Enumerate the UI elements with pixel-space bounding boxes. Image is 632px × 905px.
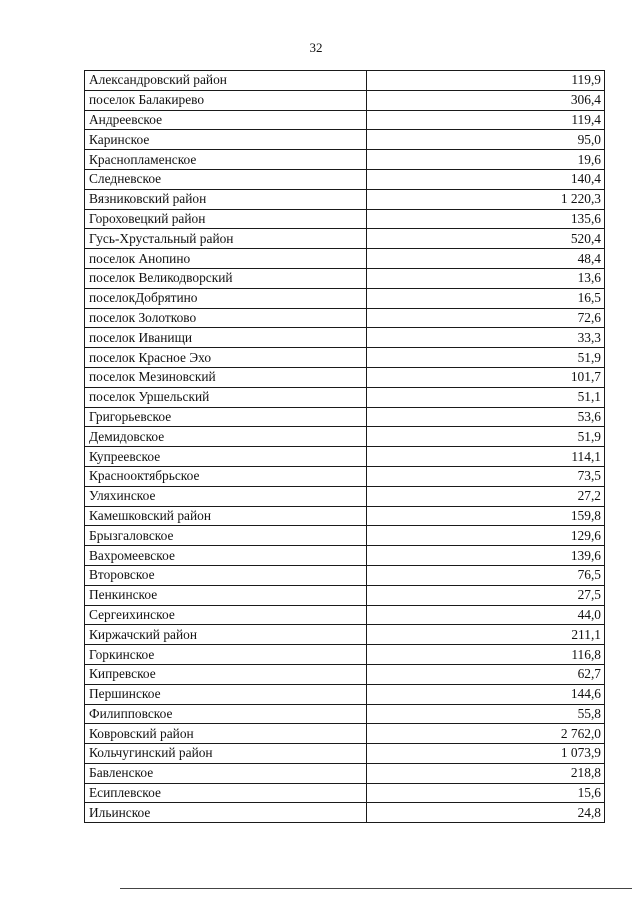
amount-cell: 53,6 [367,407,605,427]
table-row [85,169,605,189]
municipality-name-cell: Каринское [85,130,367,150]
municipality-name-cell: Краснопламенское [85,150,367,170]
table-row [85,150,605,170]
table-row [85,625,605,645]
municipality-name-cell: Горкинское [85,645,367,665]
municipality-name-cell: Григорьевское [85,407,367,427]
table-row [85,447,605,467]
amount-cell: 76,5 [367,565,605,585]
amount-cell: 73,5 [367,466,605,486]
municipality-name-cell: Андреевское [85,110,367,130]
amount-cell: 27,5 [367,585,605,605]
table-row [85,744,605,764]
amount-cell: 139,6 [367,546,605,566]
municipality-name-cell: Вахромеевское [85,546,367,566]
municipality-name-cell: Камешковский район [85,506,367,526]
municipality-name-cell: поселок Иванищи [85,328,367,348]
municipality-name-cell: Ковровский район [85,724,367,744]
municipality-name-cell: Гороховецкий район [85,209,367,229]
table-row [85,704,605,724]
amount-cell: 24,8 [367,803,605,823]
municipality-name-cell: поселок Золотково [85,308,367,328]
municipality-name-cell: Второвское [85,565,367,585]
amount-cell: 2 762,0 [367,724,605,744]
municipality-name-cell: поселок Мезиновский [85,367,367,387]
municipality-name-cell: Гусь-Хрустальный район [85,229,367,249]
municipality-name-cell: Брызгаловское [85,526,367,546]
amount-cell: 72,6 [367,308,605,328]
amount-cell: 51,9 [367,348,605,368]
municipality-name-cell: Бавленское [85,763,367,783]
amount-cell: 15,6 [367,783,605,803]
municipality-name-cell: Кольчугинский район [85,744,367,764]
municipality-name-cell: Вязниковский район [85,189,367,209]
footer-divider [120,888,632,889]
amount-cell: 129,6 [367,526,605,546]
table-row [85,585,605,605]
amount-cell: 51,9 [367,427,605,447]
amount-cell: 114,1 [367,447,605,467]
municipality-name-cell: Сергеихинское [85,605,367,625]
table-row [85,90,605,110]
table-row [85,407,605,427]
amount-cell: 48,4 [367,249,605,269]
municipality-name-cell: поселок Красное Эхо [85,348,367,368]
table-row [85,348,605,368]
table-body [85,71,605,823]
table-row [85,189,605,209]
table-row [85,71,605,91]
municipality-name-cell: Кипревское [85,664,367,684]
municipality-name-cell: Филипповское [85,704,367,724]
amount-cell: 1 073,9 [367,744,605,764]
amount-cell: 119,4 [367,110,605,130]
table-row [85,249,605,269]
municipality-name-cell: Следневское [85,169,367,189]
amount-cell: 144,6 [367,684,605,704]
table-row [85,130,605,150]
amount-cell: 44,0 [367,605,605,625]
table-row [85,328,605,348]
table-row [85,684,605,704]
table-row [85,803,605,823]
amount-cell: 140,4 [367,169,605,189]
municipality-name-cell: поселок Балакирево [85,90,367,110]
table-row [85,427,605,447]
amount-cell: 13,6 [367,268,605,288]
municipality-name-cell: поселокДобрятино [85,288,367,308]
amount-cell: 1 220,3 [367,189,605,209]
table-row [85,645,605,665]
municipality-name-cell: Пенкинское [85,585,367,605]
amount-cell: 19,6 [367,150,605,170]
amount-cell: 101,7 [367,367,605,387]
municipality-name-cell: Александровский район [85,71,367,91]
data-table [84,70,605,823]
municipality-name-cell: Купреевское [85,447,367,467]
amount-cell: 116,8 [367,645,605,665]
table-row [85,229,605,249]
amount-cell: 16,5 [367,288,605,308]
municipality-name-cell: Демидовское [85,427,367,447]
municipality-name-cell: поселок Великодворский [85,268,367,288]
table-row [85,308,605,328]
amount-cell: 211,1 [367,625,605,645]
amount-cell: 306,4 [367,90,605,110]
municipality-name-cell: Першинское [85,684,367,704]
municipality-name-cell: Ильинское [85,803,367,823]
table-row [85,110,605,130]
municipality-name-cell: Киржачский район [85,625,367,645]
table-row [85,546,605,566]
table-row [85,486,605,506]
amount-cell: 33,3 [367,328,605,348]
amount-cell: 218,8 [367,763,605,783]
table-row [85,367,605,387]
table-row [85,268,605,288]
municipality-name-cell: Уляхинское [85,486,367,506]
table-row [85,209,605,229]
municipality-name-cell: Краснооктябрьское [85,466,367,486]
amount-cell: 159,8 [367,506,605,526]
table-row [85,724,605,744]
municipality-name-cell: поселок Уршельский [85,387,367,407]
table-row [85,565,605,585]
table-row [85,783,605,803]
table-row [85,506,605,526]
amount-cell: 95,0 [367,130,605,150]
page-number: 32 [309,40,323,55]
amount-cell: 62,7 [367,664,605,684]
table-row [85,605,605,625]
table-row [85,387,605,407]
table-row [85,466,605,486]
amount-cell: 55,8 [367,704,605,724]
amount-cell: 119,9 [367,71,605,91]
table-row [85,288,605,308]
municipality-name-cell: поселок Анопино [85,249,367,269]
amount-cell: 520,4 [367,229,605,249]
table-row [85,526,605,546]
table-row [85,763,605,783]
amount-cell: 135,6 [367,209,605,229]
amount-cell: 51,1 [367,387,605,407]
municipality-name-cell: Есиплевское [85,783,367,803]
table-row [85,664,605,684]
amount-cell: 27,2 [367,486,605,506]
